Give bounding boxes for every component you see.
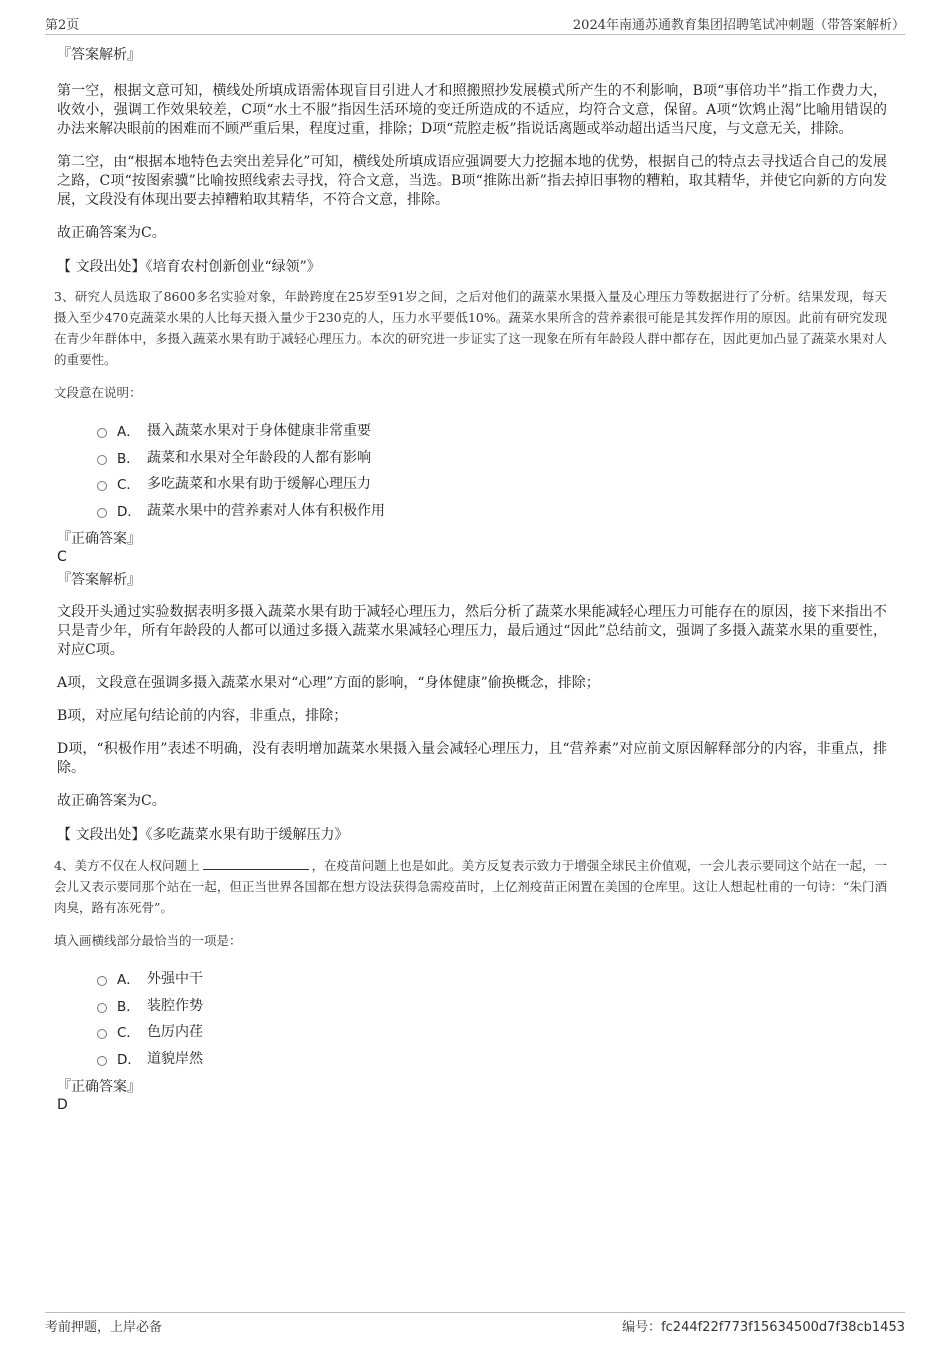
radio-button-icon[interactable] [97, 1003, 107, 1013]
q3-option-c[interactable]: C． 多吃蔬菜和水果有助于缓解心理压力 [97, 470, 887, 497]
footer-slogan: 考前押题，上岸必备 [45, 1320, 163, 1335]
radio-button-icon[interactable] [97, 508, 107, 518]
q4-option-b[interactable]: B． 装腔作势 [97, 992, 887, 1019]
page-footer [45, 1312, 905, 1337]
radio-button-icon[interactable] [97, 976, 107, 986]
q3-option-a[interactable]: A． 摄入蔬菜水果对于身体健康非常重要 [97, 417, 887, 444]
q3-analysis-mark: 『答案解析』 [57, 572, 141, 588]
page-number: 第2页 [45, 18, 80, 33]
radio-button-icon[interactable] [97, 428, 107, 438]
q2-analysis-mark: 『答案解析』 [57, 47, 141, 63]
q4-prompt: 填入画横线部分最恰当的一项是： [54, 933, 242, 948]
document-code: 编号：fc244f22f773f15634500d7f38cb1453 [622, 1320, 905, 1335]
radio-button-icon[interactable] [97, 1056, 107, 1066]
q3-stem: 3、研究人员选取了8600多名实验对象，年龄跨度在25岁至91岁之间，之后对他们的蔬菜水果摄入量及心理压力等数据进行了分析。结果发现，每天摄入至少470克蔬菜水果的人比每天摄入量少于230克的人，压力水平要低10%。蔬菜水果所含的营养素很可能是其发挥作用的原因。此前有研究发现在青少年群体中，多摄入蔬菜水果有助于减轻心理压力。本次的研究进一步证实了这一现象在所有年龄段人群中都存在，因此更加凸显了蔬菜水果对人的重要性。 [54, 289, 887, 367]
document-body [54, 45, 887, 1114]
q3-options [97, 417, 887, 523]
q3-analysis-p1: 文段开头通过实验数据表明多摄入蔬菜水果有助于减轻心理压力，然后分析了蔬菜水果能减轻心理压力可能存在的原因，接下来指出不只是青少年，所有年龄段的人都可以通过多摄入蔬菜水果减轻心理压力，最后通过“因此”总结前文，强调了多摄入蔬菜水果的重要性，对应C项。 [57, 604, 887, 658]
radio-button-icon[interactable] [97, 481, 107, 491]
q4-option-c[interactable]: C． 色厉内荏 [97, 1018, 887, 1045]
q2-conclusion: 故正确答案为C。 [57, 225, 166, 241]
q4-answer: D [57, 1097, 68, 1113]
q4-answer-mark: 『正确答案』 [57, 1079, 141, 1095]
q4-options [97, 965, 887, 1071]
document-title: 2024年南通苏通教育集团招聘笔试冲刺题（带答案解析） [572, 18, 905, 33]
q3-answer-mark: 『正确答案』 [57, 531, 141, 547]
q3-answer: C [57, 549, 67, 565]
fill-in-blank [203, 856, 309, 870]
q2-analysis-p1: 第一空，根据文意可知，横线处所填成语需体现盲目引进人才和照搬照抄发展模式所产生的不利影响，B项“事倍功半”指工作费力大，收效小，强调工作效果较差，C项“水土不服”指因生活环境的变迁所造成的不适应，均符合文意，保留。A项“饮鸩止渴”比喻用错误的办法来解决眼前的困难而不顾严重后果，程度过重，排除；D项“荒腔走板”指说话离题或举动超出适当尺度，与文意无关，排除。 [57, 83, 887, 137]
q2-analysis-p2: 第二空，由“根据本地特色去突出差异化”可知，横线处所填成语应强调要大力挖掘本地的优势，根据自己的特点去寻找适合自己的发展之路，C项“按图索骥”比喻按照线索去寻找，符合文意，当选。B项“推陈出新”指去掉旧事物的糟粕，取其精华，并使它向新的方向发展，文段没有体现出要去掉糟粕取其精华，不符合文意，排除。 [57, 154, 887, 208]
q2-source: 【 文段出处】《培育农村创新创业“绿领”》 [57, 259, 321, 275]
page-header [45, 14, 905, 35]
q4-option-d[interactable]: D． 道貌岸然 [97, 1045, 887, 1072]
q4-option-a[interactable]: A． 外强中干 [97, 965, 887, 992]
q4-stem: 4、美方不仅在人权问题上 ，在疫苗问题上也是如此。美方反复表示致力于增强全球民主价值观，一会儿表示要同这个站在一起，一会儿又表示要同那个站在一起，但正当世界各国都在想方设法获得急需疫苗时，上亿剂疫苗正闲置在美国的仓库里。这让人想起杜甫的一句诗：“朱门酒肉臭，路有冻死骨”。 [54, 858, 887, 915]
q3-conclusion: 故正确答案为C。 [57, 793, 166, 809]
radio-button-icon[interactable] [97, 455, 107, 465]
q3-analysis-p4: D项，“积极作用”表述不明确，没有表明增加蔬菜水果摄入量会减轻心理压力，且“营养素”对应前文原因解释部分的内容，非重点，排除。 [57, 741, 887, 776]
q3-source: 【 文段出处】《多吃蔬菜水果有助于缓解压力》 [57, 827, 349, 843]
radio-button-icon[interactable] [97, 1029, 107, 1039]
q3-analysis-p3: B项，对应尾句结论前的内容，非重点，排除； [57, 708, 348, 724]
q3-option-d[interactable]: D． 蔬菜水果中的营养素对人体有积极作用 [97, 497, 887, 524]
q3-prompt: 文段意在说明： [54, 385, 142, 400]
q3-analysis-p2: A项，文段意在强调多摄入蔬菜水果对“心理”方面的影响，“身体健康”偷换概念，排除； [57, 675, 600, 691]
q3-option-b[interactable]: B． 蔬菜和水果对全年龄段的人都有影响 [97, 444, 887, 471]
